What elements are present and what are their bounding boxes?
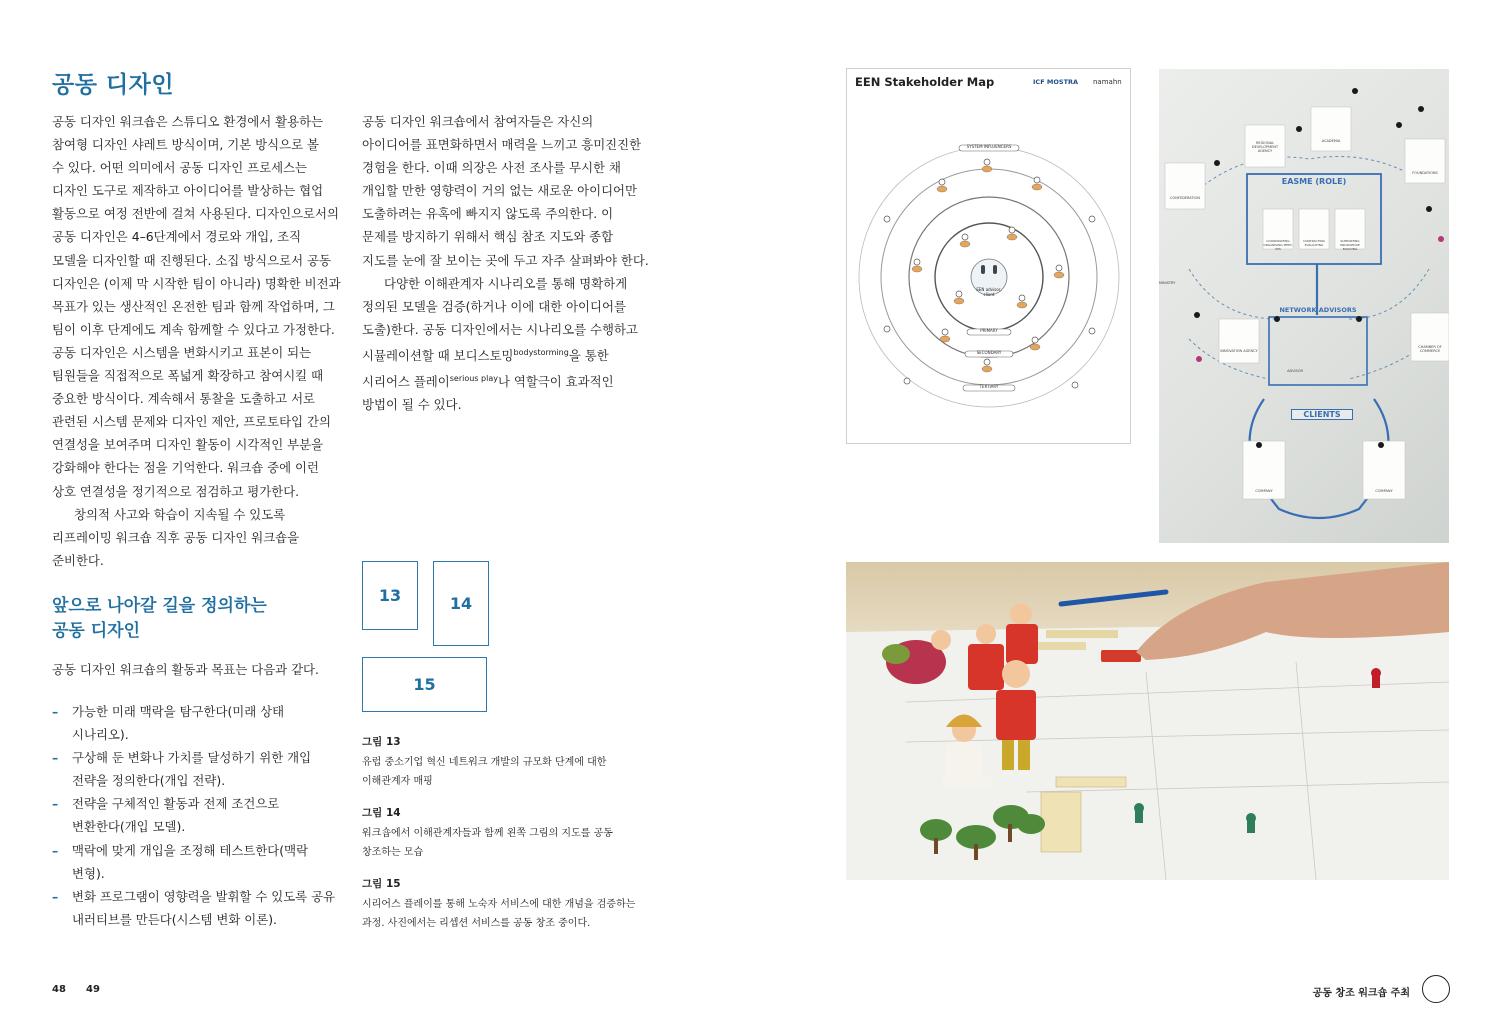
list-item: – 변화 프로그램이 영향력을 발휘할 수 있도록 공유 내러티브를 만든다(시스템 변화 이론). [52, 885, 342, 931]
whiteboard-label-ministry: MINISTRY [1159, 281, 1176, 285]
caption-14 [362, 805, 662, 862]
list-item: – 가능한 미래 맥락을 탐구한다(미래 상태 시나리오). [52, 700, 342, 746]
serious-play-scene [846, 562, 1449, 880]
list-item: – 전략을 구체적인 활동과 전제 조건으로 변환한다(개입 모델). [52, 792, 342, 838]
whiteboard-label-academia: ACADEMIA [1321, 139, 1341, 143]
map-ring-label-system: SYSTEM INFLUENCERS [966, 144, 1012, 149]
icf-mostra-logo: ICF MOSTRA [1033, 78, 1079, 86]
circle-icon [1422, 975, 1450, 1003]
whiteboard-label-regional: REGIONAL DEVELOPMENT AGENCY [1251, 141, 1279, 153]
paragraph-2-part-3: 나 역할극이 효과적인 방법이 될 수 있다. [362, 374, 614, 413]
figure-13-box: 13 [362, 561, 418, 630]
bodystorming-superscript: bodystorming [513, 347, 569, 357]
section-title: 공동 디자인 [52, 72, 175, 98]
serious-play-photo [846, 562, 1449, 880]
caption-13 [362, 734, 662, 791]
paragraph-2-part-2: 을 통한 시리어스 플레이 [362, 347, 609, 390]
whiteboard-photo [1159, 69, 1449, 543]
list-item: – 맥락에 맞게 개입을 조정해 테스트한다(맥락 변형). [52, 839, 342, 885]
caption-14-title: 그림 14 [362, 807, 401, 819]
column-1-text [52, 110, 352, 572]
whiteboard-label-company-left: COMPANY [1255, 489, 1273, 493]
map-ring-label-tertiary: TERTIARY [979, 384, 999, 389]
subsection-title: 앞으로 나아갈 길을 정의하는 공동 디자인 [52, 596, 267, 641]
whiteboard-label-chamber: CHAMBER OF COMMERCE [1418, 345, 1442, 353]
whiteboard-label-contracting: CONTRACTING EVALUATING [1303, 239, 1325, 247]
map-ring-label-primary: PRIMARY [980, 328, 998, 333]
column-1-paragraph-1: 공동 디자인 워크숍은 스튜디오 환경에서 활용하는 참여형 디자인 샤레트 방식이며, 기본 방식으로 볼 수 있다. 어떤 의미에서 공동 디자인 프로세스는 디자인 도구로 제작하고 아이디어를 발상하는 협업 활동으로 여정 전반에 걸쳐 사용된다. 디자인으로서의 공동 디자인은 4–6단계에서 경로와 개입, 조직 모델을 디자인할 때 진행된다. 소집 방식으로서 공동 디자인은 (이제 막 시작한 팀이 아니라) 명확한 비전과 목표가 있는 생산적인 온전한 팀과 함께 작업하며, 그 팀이 이후 단계에도 계속 함께할 수 있다고 가정한다. 공동 디자인은 시스템을 변화시키고 표본이 되는 팀원들을 직접적으로 폭넓게 확장하고 참여시킬 때 중요한 방식이다. 계속해서 통찰을 도출하고 서로 관련된 시스템 문제와 디자인 제안, 프로토타입 간의 연결성을 보여주며 디자인 활동이 시각적인 부분을 강화해야 한다는 점을 기억한다. 워크숍 중에 이런 상호 연결성을 정기적으로 점검하고 평가한다. [52, 114, 341, 499]
page-number-left: 48 [52, 984, 66, 995]
page-number-right: 49 [86, 984, 100, 995]
namahn-logo: namahn [1093, 78, 1122, 86]
map-center-label: EEN advisor, client [976, 287, 1002, 297]
figure-14-box: 14 [433, 561, 489, 646]
whiteboard-label-confederation: CONFEDERATION [1170, 196, 1200, 200]
whiteboard-label-foundations: FOUNDATIONS [1412, 171, 1438, 175]
whiteboard-label-advisor: ADVISOR [1287, 369, 1303, 373]
list-item: – 구상해 둔 변화나 가치를 달성하기 위한 개입 전략을 정의한다(개입 전략). [52, 746, 342, 792]
whiteboard-label-easme: EASME (ROLE) [1281, 177, 1347, 186]
whiteboard-label-coordinating: COORDINATING ORGANISING MEET-UPS [1263, 239, 1293, 251]
caption-13-title: 그림 13 [362, 736, 401, 748]
caption-13-text: 유럽 중소기업 혁신 네트워크 개발의 규모화 단계에 대한 이해관계자 매핑 [362, 757, 607, 787]
caption-14-text: 워크숍에서 이해관계자들과 함께 왼쪽 그림의 지도를 공동 창조하는 모습 [362, 828, 613, 858]
caption-15-text: 시리어스 플레이를 통해 노숙자 서비스에 대한 개념을 검증하는 과정. 사진에서는 리셉션 서비스를 공동 창조 중이다. [362, 899, 636, 929]
column-2-paragraph-2 [362, 272, 662, 417]
column-2-paragraph-1: 공동 디자인 워크숍에서 참여자들은 자신의 아이디어를 표면화하면서 매력을 느끼고 흥미진진한 경험을 한다. 이때 의장은 사전 조사를 무시한 채 개입할 만한 영향력이 거의 없는 새로운 아이디어만 도출하려는 유혹에 빠지지 않도록 주의한다. 이 문제를 방지하기 위해서 핵심 참조 지도와 종합 지도를 눈에 잘 보이는 곳에 두고 자주 살펴봐야 한다. [362, 114, 649, 268]
whiteboard-label-supporting: SUPPORTING KNOWLEDGE BUILDING [1340, 239, 1360, 251]
paragraph-2-part-1: 다양한 이해관계자 시나리오를 통해 명확하게 정의된 모델을 검증(하거나 이에 대한 아이디어를 도출)한다. 공동 디자인에서는 시나리오를 수행하고 시뮬레이션할 때 보디스토밍 [362, 275, 638, 363]
whiteboard-label-network-advisors: NETWORK ADVISORS [1279, 306, 1357, 314]
whiteboard-label-innovation-agency: INNOVATION AGENCY [1220, 349, 1258, 353]
intro-line: 공동 디자인 워크숍의 활동과 목표는 다음과 같다. [52, 662, 319, 677]
stakeholder-map-figure [846, 68, 1131, 444]
whiteboard-label-clients: CLIENTS [1291, 409, 1353, 420]
running-title: 공동 창조 워크숍 주최 [1312, 988, 1410, 999]
map-ring-label-secondary: SECONDARY [976, 350, 1002, 355]
bullet-list [52, 700, 342, 931]
serious-play-superscript: serious play [449, 374, 498, 384]
column-2-text [362, 110, 662, 416]
column-1-paragraph-2: 창의적 사고와 학습이 지속될 수 있도록 리프레이밍 워크숍 직후 공동 디자인 워크숍을 준비한다. [52, 506, 300, 568]
whiteboard-label-company-right: COMPANY [1375, 489, 1393, 493]
caption-15 [362, 876, 662, 933]
stakeholder-map-title: EEN Stakeholder Map [855, 75, 995, 89]
caption-15-title: 그림 15 [362, 878, 401, 890]
figure-15-box: 15 [362, 657, 487, 712]
